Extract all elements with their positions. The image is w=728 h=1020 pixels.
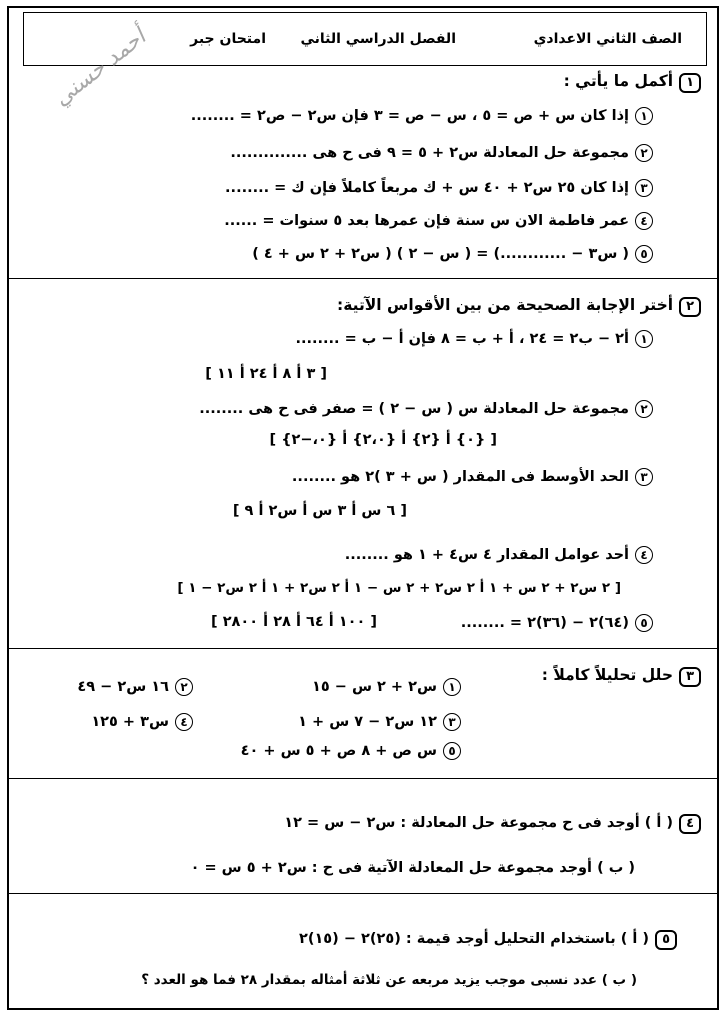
section-divider <box>9 893 717 894</box>
q3-title: ٣حلل تحليلاً كاملاً : <box>542 666 701 687</box>
q5-number: ٥ <box>655 930 677 950</box>
q3-item-2: ٢١٦ س٢ − ٤٩ <box>77 678 193 696</box>
q5-part-a: ٥( أ ) باستخدام التحليل أوجد قيمة : (٢٥)٢ − (١٥)٢ <box>299 930 677 950</box>
q3-number: ٣ <box>679 667 701 687</box>
q5-part-b: ( ب ) عدد نسبى موجب يزيد مربعه عن ثلاثة أمثاله بمقدار ٢٨ فما هو العدد ؟ <box>141 972 637 988</box>
section-divider <box>9 778 717 779</box>
q3-item-4: ٤س٣ + ١٢٥ <box>91 713 193 731</box>
q2-item-5-options: [ ١٠٠ أ ٦٤ أ ٢٨ أ ٢٨٠٠ ] <box>211 614 377 630</box>
q4-number: ٤ <box>679 814 701 834</box>
q2-number: ٢ <box>679 297 701 317</box>
q2-item-3-options: [ ٦ س أ ٣ س أ س٢ أ ٩ ] <box>232 503 407 519</box>
q1-number: ١ <box>679 73 701 93</box>
q1-item-3: ٣إذا كان ٢٥ س٢ + ٤٠ س + ك مربعاً كاملاً فإن ك = ........ <box>225 179 653 197</box>
section-divider <box>9 278 717 279</box>
q3-item-5: ٥س ص + ٨ ص + ٥ س + ٤٠ <box>241 742 461 760</box>
exam-page <box>7 6 719 1010</box>
q3-item-1: ١س٢ + ٢ س − ١٥ <box>312 678 461 696</box>
q2-item-2-options: [ {٠} أ {٢} أ {٢،٠} أ {٠،−٢} ] <box>269 432 497 448</box>
q2-item-4-options: [ ٢ س٢ + ٢ س + ١ أ ٢ س٢ + ٢ س − ١ أ ٢ س٢ + ١ أ ٢ س٢ − ١ ] <box>177 580 621 596</box>
q2-item-1-options: [ ٣ أ ٨ أ ٢٤ أ ١١ ] <box>205 366 327 382</box>
q1-item-5: ٥( س٣ − ............) = ( س − ٢ ) ( س٢ + ٢ س + ٤ ) <box>252 245 653 263</box>
grade-label: الصف الثاني الاعدادي <box>533 31 682 47</box>
term-label: الفصل الدراسي الثاني <box>300 31 456 47</box>
q2-item-3: ٣الحد الأوسط فى المقدار ( س + ٣ )٢ هو ........ <box>292 468 653 486</box>
q2-item-5: ٥(٦٤)٢ − (٣٦)٢ = ........ <box>461 614 653 632</box>
q1-item-4: ٤عمر فاطمة الان س سنة فإن عمرها بعد ٥ سنوات = ...... <box>224 212 653 230</box>
q1-item-1: ١إذا كان س + ص = ٥ ، س − ص = ٣ فإن س٢ − ص٢ = ........ <box>191 107 653 125</box>
author-watermark: أحمد حسني <box>49 24 151 112</box>
q2-item-2: ٢مجموعة حل المعادلة س ( س − ٢ ) = صفر فى ح هى ........ <box>199 400 653 418</box>
q2-item-4: ٤أحد عوامل المقدار ٤ س٤ + ١ هو ........ <box>345 546 653 564</box>
q4-part-a: ٤( أ ) أوجد فى ح مجموعة حل المعادلة : س٢ − س = ١٢ <box>284 814 701 834</box>
q4-part-b: ( ب ) أوجد مجموعة حل المعادلة الآتية فى ح : س٢ + ٥ س = ٠ <box>190 860 635 876</box>
q3-item-3: ٣١٢ س٢ − ٧ س + ١ <box>298 713 461 731</box>
section-divider <box>9 648 717 649</box>
q1-title: ١أكمل ما يأتي : <box>564 72 701 93</box>
q2-title: ٢أختر الإجابة الصحيحة من بين الأقواس الآتية: <box>337 296 701 317</box>
q2-item-1: ١أ٢ − ب٢ = ٢٤ ، أ + ب = ٨ فإن أ − ب = ........ <box>296 330 654 348</box>
q1-item-2: ٢مجموعة حل المعادلة س٢ + ٥ = ٩ فى ح هى .............. <box>230 144 653 162</box>
exam-title: امتحان جبر <box>190 31 266 47</box>
